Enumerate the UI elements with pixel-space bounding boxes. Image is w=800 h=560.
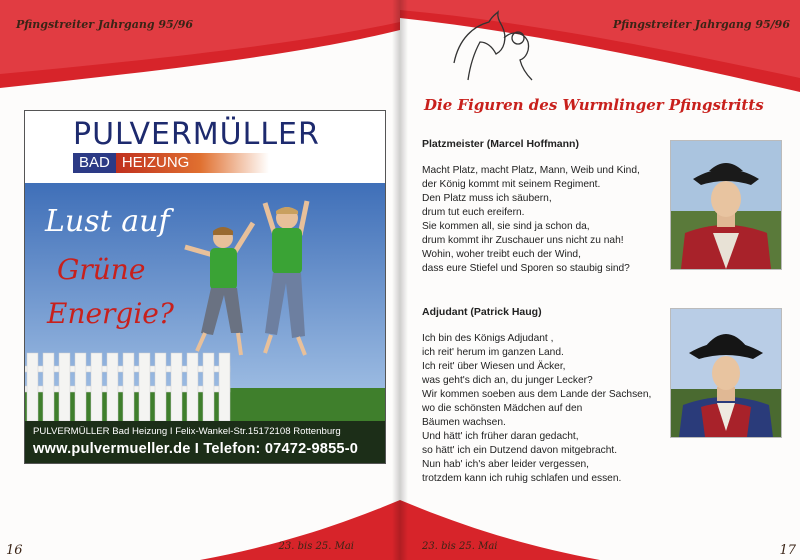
figure-role-1: Platzmeister (Marcel Hoffmann)	[422, 138, 579, 150]
figure-verse-2	[422, 332, 682, 486]
ad-slogan-line1: Lust auf	[45, 204, 170, 239]
page-footer-date: 23. bis 25. Mai	[422, 541, 498, 552]
horse-rider-logo-icon	[434, 8, 544, 88]
page-header: Pfingstreiter Jahrgang 95/96	[16, 18, 194, 31]
ad-tag-heizung: HEIZUNG	[116, 153, 270, 173]
ad-tag-bad: BAD	[73, 153, 116, 173]
ad-slogan-line2: Grüne	[57, 253, 146, 286]
verse-line: Wohin, woher treibt euch der Wind,	[422, 249, 581, 260]
ad-tags	[73, 153, 269, 173]
advertisement	[24, 110, 386, 464]
ad-brand-name: PULVERMÜLLER	[73, 117, 320, 152]
section-title: Die Figuren des Wurmlinger Pfingstritts	[424, 96, 764, 114]
ad-photo	[25, 183, 385, 421]
ad-slogan-line3: Energie?	[47, 297, 174, 330]
verse-line: was geht's dich an, du junger Lecker?	[422, 375, 593, 386]
verse-line: dass eure Stiefel und Sporen so staubig sind?	[422, 263, 630, 274]
verse-line: wo die schönsten Mädchen auf den	[422, 403, 583, 414]
portrait-platzmeister	[670, 140, 782, 270]
verse-line: ich reit' herum im ganzen Land.	[422, 347, 564, 358]
portrait-adjudant	[670, 308, 782, 438]
verse-line: Ich bin des Königs Adjudant ,	[422, 333, 554, 344]
ad-address: PULVERMÜLLER Bad Heizung I Felix-Wankel-Str.15172108 Rottenburg	[33, 426, 341, 437]
verse-line: Den Platz muss ich säubern,	[422, 193, 552, 204]
figure-role-2: Adjudant (Patrick Haug)	[422, 306, 542, 318]
figure-verse-1	[422, 164, 682, 276]
verse-line: Nun hab' ich's aber leider vergessen,	[422, 459, 589, 470]
verse-line: trotzdem kann ich ruhig schlafen und essen.	[422, 473, 622, 484]
verse-line: Sie kommen all, sie sind ja schon da,	[422, 221, 590, 232]
page-number: 17	[779, 543, 796, 558]
right-page	[400, 0, 800, 560]
page-number: 16	[6, 543, 23, 558]
page-footer-date: 23. bis 25. Mai	[278, 541, 354, 552]
verse-line: Macht Platz, macht Platz, Mann, Weib und Kind,	[422, 165, 640, 176]
verse-line: drum kommt ihr Zuschauer uns nicht zu nah!	[422, 235, 624, 246]
verse-line: der König kommt mit seinem Regiment.	[422, 179, 601, 190]
page-header: Pfingstreiter Jahrgang 95/96	[612, 18, 790, 31]
verse-line: Und hätt' ich früher daran gedacht,	[422, 431, 579, 442]
verse-line: Ich reit' über Wiesen und Äcker,	[422, 361, 566, 372]
verse-line: Bäumen wachsen.	[422, 417, 506, 428]
verse-line: drum tut euch ereifern.	[422, 207, 525, 218]
verse-line: Wir kommen soeben aus dem Lande der Sachsen,	[422, 389, 652, 400]
ad-contact-bar	[25, 421, 385, 463]
book-gutter	[392, 0, 408, 560]
ad-contact: www.pulvermueller.de I Telefon: 07472-9855-0	[33, 441, 359, 457]
verse-line: so hätt' ich ein Dutzend davon mitgebracht.	[422, 445, 618, 456]
